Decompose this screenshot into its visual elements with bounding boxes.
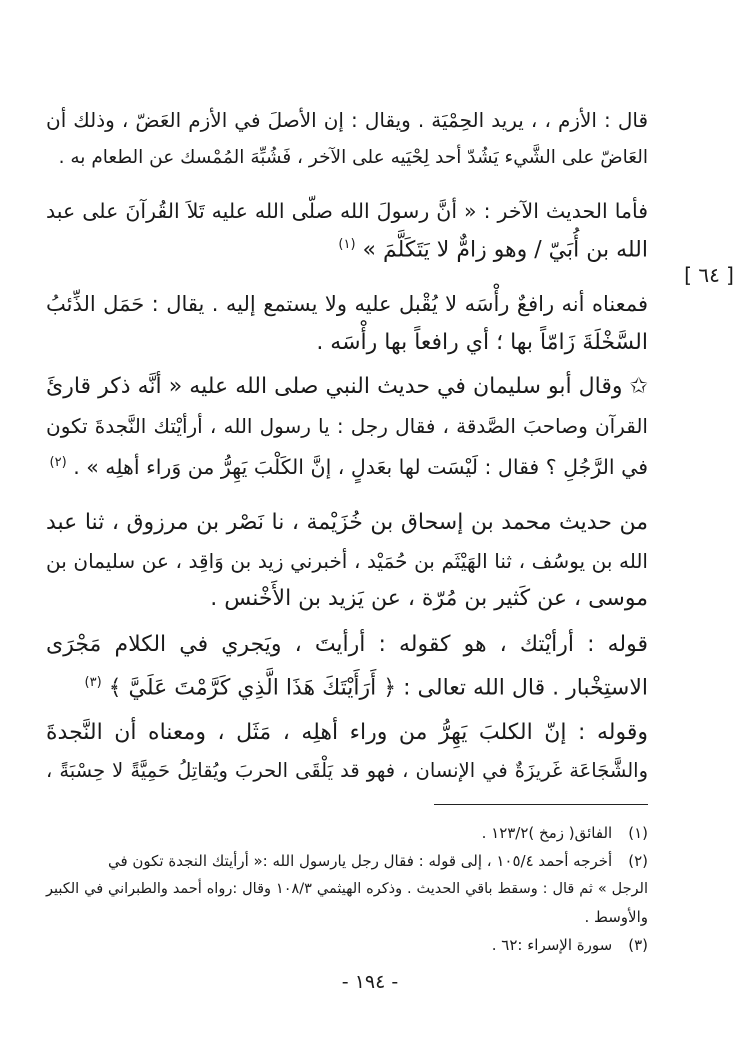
body-line	[46, 448, 648, 482]
body-line: ✩ وقال أبو سليمان في حديث النبي صلى الله عليه « أنَّه ذكر قارئَ	[46, 374, 648, 399]
body-line-text: الله بن أُبَيّ / وهو زامٌّ لا يَتَكَلَّمَ »	[362, 237, 648, 263]
body-line: السَّخْلَةَ زَامّاً بها ؛ أي رافعاً بها رأْسَه .	[316, 330, 648, 355]
body-line: العَاضّ على الشَّيء يَشُدّ أحد لِحْيَيه على الآخر ، فَشُبِّهَ المُمْسك عن الطعام به .	[58, 147, 648, 168]
body-line: قوله : أرأيْتك ، هو كقوله : أرأيتَ ، ويَجري في الكلام مَجْرَى	[46, 632, 648, 657]
body-line: من حديث محمد بن إسحاق بن خُزَيْمة ، نا نَصْر بن مرزوق ، ثنا عبد	[46, 510, 648, 535]
body-line: والشَّجَاعَة غَريزَةٌ في الإنسان ، فهو قد يَلْقَى الحربَ ويُقاتِلُ حَمِيَّةً لا حِسْبَةً ،	[46, 759, 648, 782]
footnote-number: (٣)	[628, 936, 648, 954]
body-line: فمعناه أنه رافعٌ رأْسَه لا يُقْبل عليه ولا يستمع إليه . يقال : حَمَل الذِّئبُ	[46, 292, 648, 316]
footnote-separator	[434, 804, 648, 805]
body-line-text: الاستِخْبار . قال الله تعالى : ﴿ أَرَأَيْتَكَ هَذَا الَّذِي كَرَّمْتَ عَلَيَّ ﴾	[108, 675, 648, 701]
body-line: موسى ، عن كَثير بن مُرّة ، عن يَزيد بن الأَخْنس .	[210, 586, 648, 611]
footnote-marker: (٢)	[49, 455, 67, 470]
body-line	[46, 230, 648, 265]
footnote-marker: (٣)	[84, 675, 102, 690]
margin-page-reference: [ ٦٤ ]	[684, 263, 734, 287]
body-line: فأما الحديث الآخر : « أنَّ رسولَ الله صلّى الله عليه تَلاَ القُرآنَ على عبد	[46, 199, 648, 223]
footnote-text: سورة الإسراء :٦٢ .	[491, 936, 613, 954]
body-line: القرآن وصاحبَ الصَّدقة ، فقال رجل : يا رسول الله ، أرأيْتك النَّجدةَ تكون	[46, 414, 648, 438]
body-line: وقوله : إنّ الكلبَ يَهِرُّ من وراء أهلِه ، مَثَل ، ومعناه أن النَّجدةَ	[46, 720, 648, 745]
page-number: - ١٩٤ -	[341, 971, 399, 993]
body-line: قال : الأزم ، ، يريد الحِمْيَة . ويقال : إن الأصلَ في الأزم العَضّ ، وذلك أن	[46, 108, 648, 132]
footnote-1	[46, 820, 648, 846]
footnote-text: والأوسط .	[584, 908, 648, 926]
footnote-text: أخرجه أحمد ١٠٥/٤ ، إلى قوله : فقال رجل يارسول الله :« أرأيتك النجدة تكون في	[107, 852, 613, 870]
body-line	[46, 668, 648, 703]
footnote-text: الفائق( زمخ )١٢٣/٢ .	[481, 824, 613, 842]
footnote-text: الرجل » ثم قال : وسقط باقي الحديث . وذكره الهيثمي ١٠٨/٣ وقال :رواه أحمد والطبراني في الكبير	[46, 881, 648, 897]
footnote-number: (٢)	[628, 852, 648, 870]
footnote-number: (١)	[628, 824, 648, 842]
footnote-2	[46, 848, 648, 874]
body-line: الله بن يوسُف ، ثنا الهَيْثَم بن حُمَيْد ، أخبرني زيد بن وَاقِد ، عن سليمان بن	[46, 549, 648, 573]
footnote-3	[46, 932, 648, 958]
body-line-text: في الرَّجُلِ ؟ فقال : لَيْسَت لها بعَدلٍ ، إنَّ الكَلْبَ يَهِرُّ من وَراء أهلِه » .	[73, 454, 648, 479]
footnote-marker: (١)	[338, 237, 356, 252]
